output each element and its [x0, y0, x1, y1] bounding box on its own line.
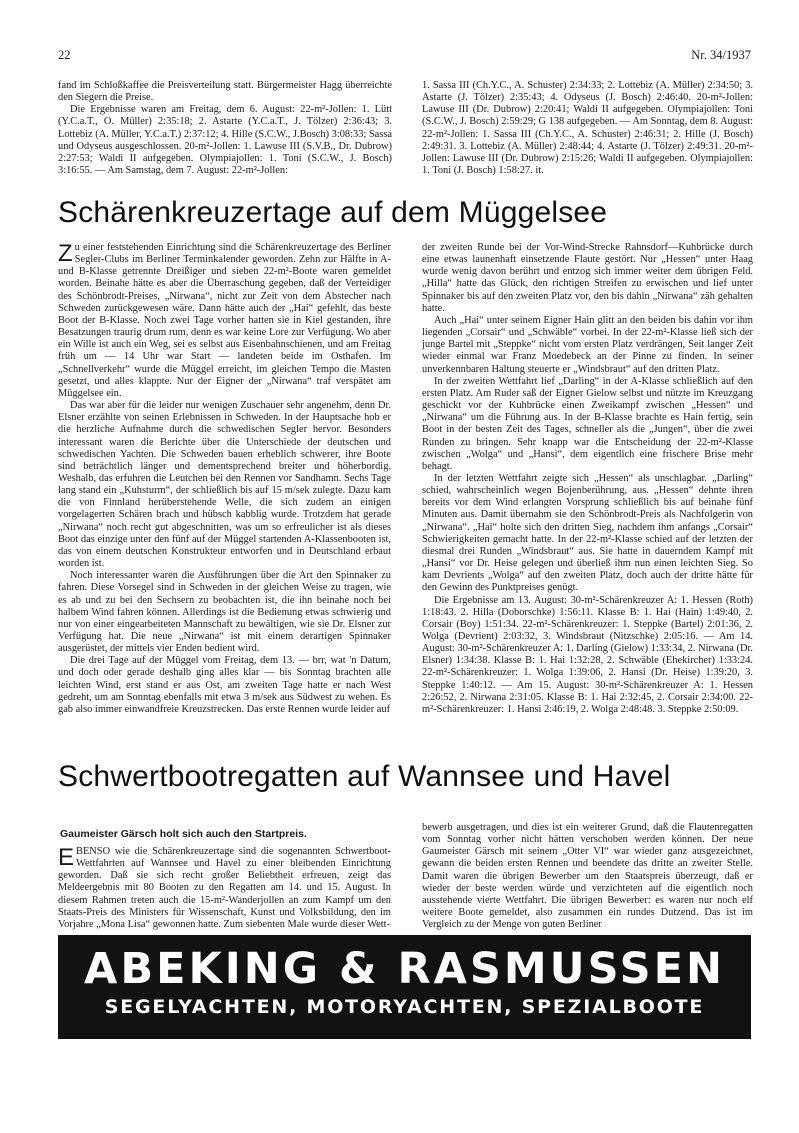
paragraph: In der zweiten Wettfahrt lief „Darling“ in der A-Klasse schließlich auf den ersten Platz. Am Ruder saß der Eigner Gielow selbst und nützte im Kreuzgang geschickt vor der Kuhbrücke einen Zweikampf zwischen „Hessen“ und „Nirwana“ um die Führung aus. In der B-Klasse brachte es Hain fertig, sein Boot in der besten Zeit des Tages, schneller als die „Jungen“, über die zwei Runden zu bringen. Sehr knapp war die Entscheidung der 22-m²-Klasse zwischen „Wolga“ und „Hansi“, dem eigentlich eine frischere Brise mehr behagt. [422, 375, 753, 472]
paragraph: Die Ergebnisse waren am Freitag, dem 6. August: 22-m²-Jollen: 1. Lütt (Y.C.a.T., O. Müller) 2:35:18; 2. Astarte (Y.C.a.T., J. Tölzer) 2:36:43; 3. Lottebiz (A. Müller, Y.C.a.T.) 2:37:12; 4. Hille (S.C.W., J.Bosch) 3:08:33; Sassa und Odyseus ausgeschlossen. 20-m²-Jollen: 1. Lawuse III (S.V.B., Dr. Dubrow) 2:27:53; Waldi II aufgegeben. Olympiajollen: 1. Toni (S.C.W., J. Bosch) 3:16:55. — Am Samstag, dem 7. August: 22-m²-Jollen: [58, 104, 392, 177]
paragraph: In der letzten Wettfahrt zeigte sich „Hessen“ als unschlagbar. „Darling“ schied, wahrscheinlich wegen Bojenberührung, aus. „Hessen“ dehnte ihren bereits vor dem Wind erlangten Vorsprung schließlich bis auf beinahe fünf Minuten aus. Damit übernahm sie den Schönbrodt-Preis als Nachfolgerin von „Nirwana“. „Hai“ holte sich den dritten Sieg, nachdem ihm anfangs „Corsair“ Schwierigkeiten gemacht hatte. In der 22-m²-Klasse schied auf der letzten der diesmal drei Runden „Windsbraut“ aus. Sie hatte in dauerndem Kampf mit „Hansi“ vor Dr. Heise gelegen und überließ ihm nun einen leichten Sieg. So kam Devrients „Wolga“ auf den zweiten Platz, doch auch der dritte hätte für den Gewinn des Punktpreises genügt. [422, 472, 753, 594]
issue-number: Nr. 34/1937 [691, 48, 751, 62]
paragraph: Noch interessanter waren die Ausführungen über die Art den Spinnaker zu fahren. Diese Vorsegel sind in Schweden in der gleichen Weise zu tragen, wie es ab und zu bei den Sechsern zu beobachten ist, die ihn beinahe noch bei halbem Wind fahren können. Allerdings ist die Bedienung etwas schwierig und nur von einer eingearbeiteten Mannschaft zu bewältigen, wie sie Dr. Elsner zur Verfügung hat. Die neue „Nirwana“ ist mit einem derartigen Spinnaker ausgerüstet, der mittels vier Enden bedient wird. [58, 570, 391, 655]
paragraph: Zu einer feststehenden Einrichtung sind die Schärenkreuzertage des Berliner Segler-Clubs im Berliner Terminkalender geworden. Zehn zur Hälfte in A- und B-Klasse getrennte Dreißiger und sieben 22-m²-Boote waren gemeldet worden. Beinahe hätte es aber die Überraschung gegeben, daß der Verteidiger des Schönbrodt-Preises, „Nirwana“, nicht zur Zeit von dem Abstecher nach Schweden zurückgewesen wäre. Dann hätte auch der „Hai“ gefehlt, das beste Boot der B-Klasse. Noch zwei Tage vorher hatten sie in Kiel gestanden, ihre Besatzungen traurig drum rum, denn es war keine Lore zur Verfügung. Wo aber ein Wille ist auch ein Weg, sei es selbst aus Eisenbahnschienen, und am Freitag früh um — 14 Uhr war Start — landeten beide im Osthafen. Im „Schnellverkehr“ wurde die Müggel erreicht, im gleichen Tempo die Masten gesetzt, und alles klappte. Nur der Eigner der „Nirwana“ traf verspätet am Müggelsee ein. [58, 242, 391, 399]
paragraph: bewerb ausgetragen, und dies ist ein weiterer Grund, daß die Flautenregatten vom Sonntag vorher nicht hätten verschoben werden können. Der neue Gaumeister Gärsch mit seinem „Otter VI“ war wieder ganz ausgezeichnet, gewann die beiden ersten Rennen und beendete das dritte an zweiter Stelle. Damit waren die übrigen Bewerber um den Staatspreis überzeugt, daß er wieder der beste werden würde und verzichteten auf die eigentlich noch ausstehende vierte Wettfahrt. Die übrigen Bewerber: es waren nur noch elf weitere Boote gemeldet, also zusammen ein rundes Dutzend. Das ist im Vergleich zu der Menge von guten Berliner [422, 822, 753, 930]
paragraph: EBENSO wie die Schärenkreuzertage sind die sogenannten Schwertboot-Wettfahrten auf Wannsee und Havel zu einer bleibenden Einrichtung geworden. Daß sie sich recht großer Beliebtheit erfreuen, zeigt das Meldeergebnis mit 80 Booten zu den Regatten am 14. und 15. August. In diesem Rahmen treten auch die 15-m²-Wanderjollen an zum Kampf um den Staats-Preis des Ministers für Wissenschaft, Kunst und Volksbildung, den im Vorjahre „Mona Lisa“ gewonnen hatte. Zum siebenten Male wurde dieser Wett- [58, 846, 391, 930]
article1-right-column [422, 242, 753, 720]
drop-cap: Z [58, 242, 73, 267]
paragraph: fand im Schloßkaffee die Preisverteilung statt. Bürgermeister Hagg überreichte den Siegern die Preise. [58, 80, 392, 104]
paragraph: Das war aber für die leider nur wenigen Zuschauer sehr angenehm, denn Dr. Elsner erzählte von seinen Erlebnissen in Schweden. In der Hauptsache hob er die herzliche Aufnahme durch die schwedischen Segler hervor. Besonders interessant waren die Berichte über die Unterschiede der deutschen und schwedischen Yachten. Die Schweden bauen erheblich schwerer, ihre Boote sind beträchtlich länger und dementsprechend breiter und höherbordig. Weshalb, das erfuhren die Leutchen bei den Rennen vor Sandhamn. Sechs Tage lang stand ein „Kuhsturm“, der schließlich bis auf 15 m/sek zulegte. Dazu kam die von Finnland herüberstehende Welle, die sich zudem an einigen vorgelagerten Schären brach und hübsch kabblig wurde. Trotzdem hat gerade „Nirwana“ noch recht gut abgeschnitten, was um so erfreulicher ist als dieses Boot das einzige unter den fünf auf der Müggel startenden A-Klassenbooten ist, das von einem deutschen Konstrukteur entworfen und in Deutschland erbaut worden ist. [58, 400, 391, 570]
article1-left-column [58, 242, 391, 720]
top-right-column [422, 80, 753, 190]
article2-right-column [422, 822, 753, 930]
paragraph: 1. Sassa III (Ch.Y.C., A. Schuster) 2:34:33; 2. Lottebiz (A. Müller) 2:34:50; 3. Astarte (J. Tölzer) 2:35:43; 4. Odyseus (J. Bosch) 2:46:40. 20-m²-Jollen: Lawuse III (Dr. Dubrow) 2:20:41; Waldi II aufgegeben. Olympiajollen: Toni (S.C.W., J. Bosch) 2:59:29; G 138 aufgegeben. — Am Sonntag, dem 8. August: 22-m²-Jollen: 1. Sassa III (Ch.Y.C., A. Schuster) 2:46:31; 2. Hille (J. Bosch) 2:49:31. 3. Lottebiz (A. Müller) 2:48:44; 4. Astarte (J. Tölzer) 2:49:31. 20-m²-Jollen: Lawuse III (Dr. Dubrow) 2:15:26; Waldi II aufgegeben. Olympiajollen: 1. Toni (J. Bosch) 1:58:27. it. [422, 80, 753, 177]
paragraph: Die Ergebnisse am 13. August: 30-m²-Schärenkreuzer A: 1. Hessen (Roth) 1:18:43. 2. Hilla (Doborschke) 1:56:11. Klasse B: 1. Hai (Hain) 1:49:40, 2. Corsair (Boy) 1:51:34. 22-m²-Schärenkreuzer: 1. Steppke (Bartel) 2:01:36, 2. Wolga (Devrient) 2:03:32, 3. Windsbraut (Nitzschke) 2:05:16. — Am 14. August: 30-m²-Schärenkreuzer A: 1. Darling (Gielow) 1:33:34, 2. Nirwana (Dr. Elsner) 1:34:38. Klasse B: 1. Hai 1:32:28, 2. Schwäble (Ehekircher) 1:33:24. 22-m²-Schärenkreuzer: 1. Wolga 1:39:06, 2. Hansi (Dr. Heise) 1:39:20, 3. Steppke 1:40:12. — Am 15. August: 30-m²-Schärenkreuzer A: 1. Hessen 2:26:52, 2. Nirwana 2:31:05. Klasse B: 1. Hai 2:32:45, 2. Corsair 2:34:00. 22-m²-Schärenkreuzer: 1. Hansi 2:46:19, 2. Wolga 2:48:48. 3. Steppke 2:50:09. [422, 594, 753, 715]
page-number: 22 [58, 48, 71, 62]
headline-schaerenkreuzertage: Schärenkreuzertage auf dem Müggelsee [58, 196, 608, 229]
paragraph: Auch „Hai“ unter seinem Eigner Hain glitt an den beiden bis dahin vor ihm liegenden „Corsair“ und „Schwäble“ vorbei. In der 22-m²-Klasse ließ sich der junge Bartel mit „Steppke“ nicht vom ersten Platz verdrängen, Seit langer Zeit wieder einmal war Franz Moedebeck an der Pinne zu finden. In seiner unverkennbaren Haltung steuerte er „Windsbraut“ auf den dritten Platz. [422, 314, 753, 375]
advert-company-name: ABEKING & RASMUSSEN [84, 944, 725, 994]
advert-tagline: SEGELYACHTEN, MOTORYACHTEN, SPEZIALBOOTE [104, 996, 705, 1018]
subheadline: Gaumeister Gärsch holt sich auch den Startpreis. [60, 828, 307, 840]
headline-schwertbootregatten: Schwertbootregatten auf Wannsee und Havel [58, 760, 671, 793]
page-header [58, 48, 751, 63]
drop-cap: E [58, 846, 75, 871]
paragraph: Die drei Tage auf der Müggel vom Freitag, dem 13. — brr, wat 'n Datum, und doch oder gerade deshalb ging alles klar — bis Sonntag brachten alle leichten Wind, erst stand er aus Ost, am zweiten Tage hatte er nach West gedreht, um am Sonntag ebenfalls mit etwa 3 m/sek aus Südwest zu wehen. Es gab also immer einwandfreie Kreuzstrecken. Das erste Rennen wurde leider auf [58, 655, 391, 715]
advertisement-banner [58, 935, 751, 1039]
article2-left-column [58, 846, 391, 930]
top-left-column [58, 80, 392, 190]
paragraph: der zweiten Runde bei der Vor-Wind-Strecke Rahnsdorf—Kuhbrücke durch eine etwas launenhaft einsetzende Flaute gestört. Nur „Hessen“ unter Haag wurde wenig davon berührt und entzog sich immer weiter dem übrigen Feld. „Hilla“ hatte das Glück, den richtigen Streifen zu erwischen und lief unter Spinnaker bis auf den zweiten Platz vor, den bis dahin „Nirwana“ zäh gehalten hatte. [422, 242, 753, 314]
